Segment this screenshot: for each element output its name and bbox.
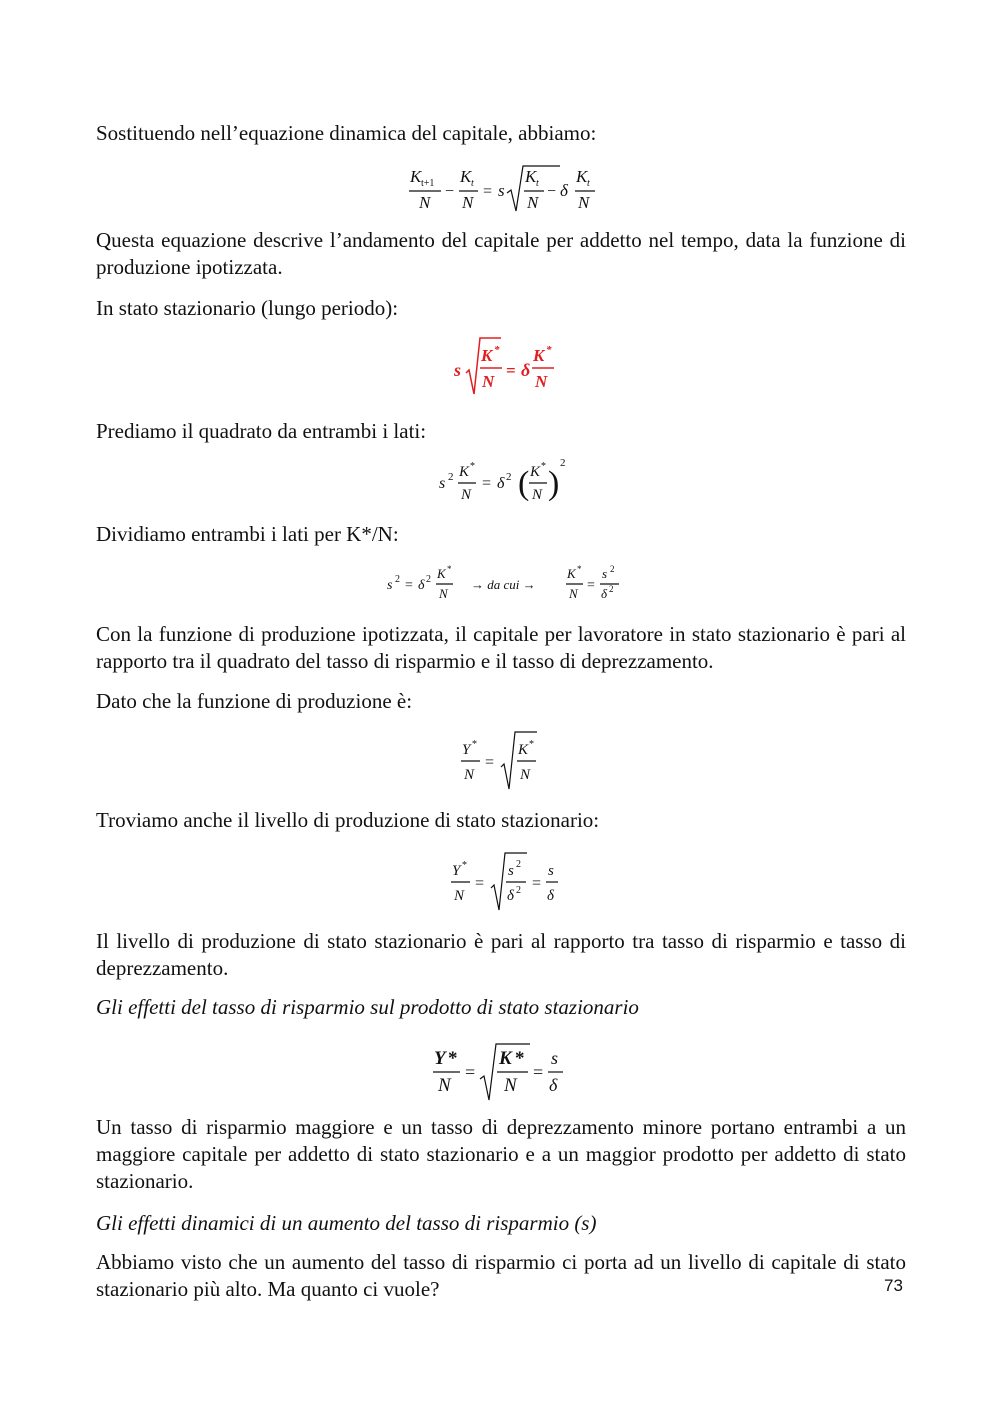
equation-saving-rate-output [432, 1039, 572, 1103]
paragraph-square-both-sides: Prediamo il quadrato da entrambi i lati: [96, 419, 427, 443]
eq7-Y: Y [434, 1048, 446, 1069]
eq4-s: s [387, 578, 393, 593]
eq2-equals: = [506, 361, 516, 380]
eq7-equals-2: = [533, 1062, 544, 1082]
eq4-N: N [439, 586, 448, 601]
eq6-s: s [508, 863, 514, 879]
eq7-N-2: N [504, 1075, 517, 1096]
equation-squared [437, 456, 577, 508]
eq5-star: * [472, 739, 477, 750]
eq3-lparen: ( [518, 465, 530, 502]
eq2-N-2: N [535, 372, 548, 391]
eq5-star-2: * [529, 739, 534, 750]
eq5-equals: = [485, 754, 495, 771]
heading-saving-rate-effects: Gli effetti del tasso di risparmio sul prodotto di stato stazionario [96, 995, 639, 1019]
eq4-arrow-text: → da cui → [471, 577, 536, 592]
eq1-N-3: N [527, 193, 539, 212]
eq1-N-1: N [419, 193, 431, 212]
paragraph-production-function: Dato che la funzione di produzione è: [96, 689, 413, 713]
equation-production-function [460, 729, 550, 793]
equation-capital-dynamics [408, 163, 608, 215]
eq1-K-t1: K [410, 167, 422, 186]
eq1-minus-1: − [445, 183, 455, 200]
eq1-minus-2: − [547, 183, 557, 200]
eq4-sq: 2 [395, 574, 400, 585]
eq1-N-4: N [578, 193, 590, 212]
eq3-equals: = [482, 475, 492, 492]
eq5-N: N [464, 767, 475, 783]
eq3-rparen: ) [548, 465, 560, 502]
eq3-sq: 2 [448, 471, 454, 483]
eq7-delta: δ [549, 1075, 558, 1095]
eq1-s: s [498, 181, 505, 200]
eq6-Y: Y [452, 863, 461, 879]
paragraph-steady-state-production: Troviamo anche il livello di produzione di stato stazionario: [96, 808, 600, 832]
eq1-delta: δ [560, 181, 568, 200]
paragraph-how-long: Abbiamo visto che un aumento del tasso di risparmio ci porta ad un livello di capitale di stato stazionario più alto. Ma quanto ci vuole? [96, 1250, 906, 1301]
eq4-equals-2: = [587, 578, 595, 593]
eq1-sub-t1: t+1 [421, 178, 435, 189]
paragraph-substitution: Sostituendo nell’equazione dinamica del capitale, abbiamo: [96, 121, 597, 145]
eq7-star-2: * [515, 1048, 525, 1069]
eq6-delta-2: δ [547, 888, 554, 904]
page-number: 73 [884, 1276, 903, 1295]
eq5-N-2: N [520, 767, 531, 783]
eq4-K-2: K [567, 566, 576, 581]
eq6-delta: δ [507, 888, 514, 904]
eq2-K: K [481, 346, 493, 365]
eq6-sq: 2 [516, 859, 521, 870]
eq6-sq-2: 2 [516, 885, 521, 896]
eq3-K-2: K [530, 464, 541, 480]
eq3-sq-3: 2 [560, 457, 566, 469]
eq6-s-2: s [548, 863, 554, 879]
equation-divided [385, 563, 625, 607]
eq4-K: K [437, 566, 446, 581]
eq3-delta: δ [497, 475, 505, 492]
eq3-N-2: N [532, 487, 543, 503]
eq4-delta-2: δ [601, 586, 608, 601]
eq2-star-2: * [546, 344, 552, 356]
eq1-K-t-2: K [576, 167, 588, 186]
eq3-K: K [459, 464, 470, 480]
eq1-K-t: K [460, 167, 472, 186]
eq5-K: K [518, 742, 529, 758]
equation-steady-state-red [452, 334, 562, 396]
paragraph-equation-description: Questa equazione descrive l’andamento del capitale per addetto nel tempo, data la funzione di produzione ipotizzata. [96, 228, 906, 279]
eq6-star: * [462, 860, 467, 871]
eq4-N-2: N [569, 586, 578, 601]
paragraph-steady-state: In stato stazionario (lungo periodo): [96, 296, 399, 320]
eq1-sub-t-2: t [587, 178, 590, 189]
eq5-Y: Y [462, 742, 471, 758]
eq3-star-2: * [541, 461, 546, 472]
eq1-K-t-root: K [525, 167, 537, 186]
eq4-star: * [447, 564, 452, 574]
eq6-equals: = [475, 875, 485, 892]
heading-dynamic-effects: Gli effetti dinamici di un aumento del tasso di risparmio (s) [96, 1211, 597, 1235]
eq3-star: * [470, 461, 475, 472]
eq2-delta: δ [521, 360, 531, 380]
eq2-N: N [482, 372, 495, 391]
eq7-s: s [551, 1048, 559, 1068]
eq4-s-2: s [602, 566, 608, 581]
eq1-N-2: N [462, 193, 474, 212]
eq3-s: s [439, 475, 446, 492]
eq2-star: * [494, 344, 500, 356]
eq4-delta: δ [418, 578, 425, 593]
eq4-sq-3: 2 [610, 564, 615, 574]
paragraph-steady-state-level: Il livello di produzione di stato stazionario è pari al rapporto tra tasso di risparmio e tasso di deprezzamento. [96, 929, 906, 980]
eq7-star: * [448, 1048, 458, 1069]
eq4-star-2: * [577, 564, 582, 574]
eq1-sub-t-root: t [536, 178, 539, 189]
eq1-equals: = [483, 183, 493, 200]
eq2-s: s [454, 360, 462, 380]
eq3-N: N [461, 487, 472, 503]
eq1-sub-t: t [471, 178, 474, 189]
eq3-sq-2: 2 [506, 471, 512, 483]
eq2-K-2: K [533, 346, 545, 365]
eq7-K: K [499, 1048, 512, 1069]
eq6-equals-2: = [532, 875, 542, 892]
equation-steady-state-output [450, 850, 570, 914]
eq6-N: N [454, 888, 465, 904]
eq7-equals: = [465, 1062, 476, 1082]
paragraph-higher-saving-rate: Un tasso di risparmio maggiore e un tasso di deprezzamento minore portano entrambi a un maggiore capitale per addetto di stato stazionario e a un maggior prodotto per addetto di stato stazionario. [96, 1115, 906, 1193]
eq4-sq-4: 2 [609, 584, 614, 594]
eq7-N: N [438, 1075, 451, 1096]
paragraph-capital-per-worker: Con la funzione di produzione ipotizzata, il capitale per lavoratore in stato stazionario è pari al rapporto tra il quadrato del tasso di risparmio e il tasso di deprezzamento. [96, 622, 906, 673]
eq4-equals: = [405, 578, 413, 593]
paragraph-divide-both-sides: Dividiamo entrambi i lati per K*/N: [96, 522, 399, 546]
eq4-sq-2: 2 [426, 574, 431, 585]
